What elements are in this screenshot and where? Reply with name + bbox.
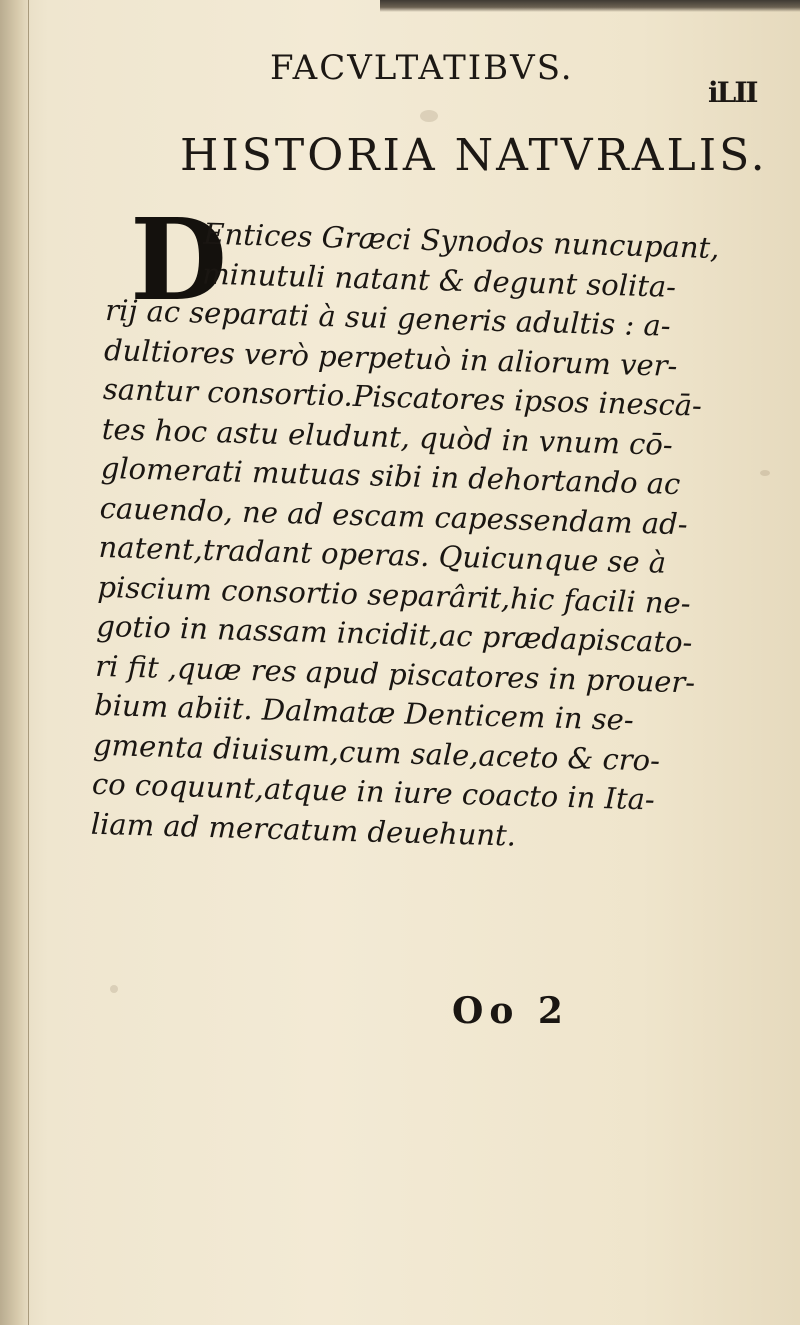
text-line: gotio in nassam incidit,ac prædapiscato- — [95, 608, 693, 660]
text-line: minutuli natant & degunt solita- — [201, 256, 677, 304]
text-line: glomerati mutuas sibi in dehortando ac — [100, 450, 681, 502]
text-line: rij ac separati à sui generis adultis : a- — [104, 292, 672, 343]
text-line: co coquunt,atque in iure coacto in Ita- — [91, 766, 656, 817]
text-line: cauendo, ne ad escam capessendam ad- — [99, 490, 689, 541]
signature-mark: Oo 2 — [452, 990, 569, 1032]
paper-speck — [760, 470, 770, 476]
text-line: bium abiit. Dalmatæ Denticem in se- — [93, 687, 635, 737]
drop-cap: D — [130, 195, 228, 326]
text-line: natent,tradant operas. Quicunque se à — [98, 529, 667, 580]
text-line: tes hoc astu eludunt, quòd in vnum cō- — [101, 411, 674, 462]
text-line: gmenta diuisum,cum sale,aceto & cro- — [92, 727, 661, 778]
paper-speck — [110, 985, 118, 993]
section-title: HISTORIA NATVRALIS. — [180, 130, 768, 181]
body-text — [90, 212, 767, 862]
paper-speck — [420, 110, 438, 122]
text-line: santur consortio.Piscatores ipsos inescā- — [102, 371, 703, 423]
text-line: Entices Græci Synodos nuncupant, — [202, 216, 720, 266]
folio-number: iLII — [708, 76, 757, 109]
page-gutter — [0, 0, 29, 1325]
top-edge-shadow — [380, 0, 800, 12]
text-line: dultiores verò perpetuò in aliorum ver- — [103, 332, 678, 383]
text-line: piscium consortio separârit,hic facili ne- — [97, 569, 692, 620]
text-line: liam ad mercatum deuehunt. — [90, 806, 517, 853]
running-head: FACVLTATIBVS. — [270, 48, 574, 88]
text-line: ri fit ,quæ res apud piscatores in prouer- — [94, 648, 696, 700]
